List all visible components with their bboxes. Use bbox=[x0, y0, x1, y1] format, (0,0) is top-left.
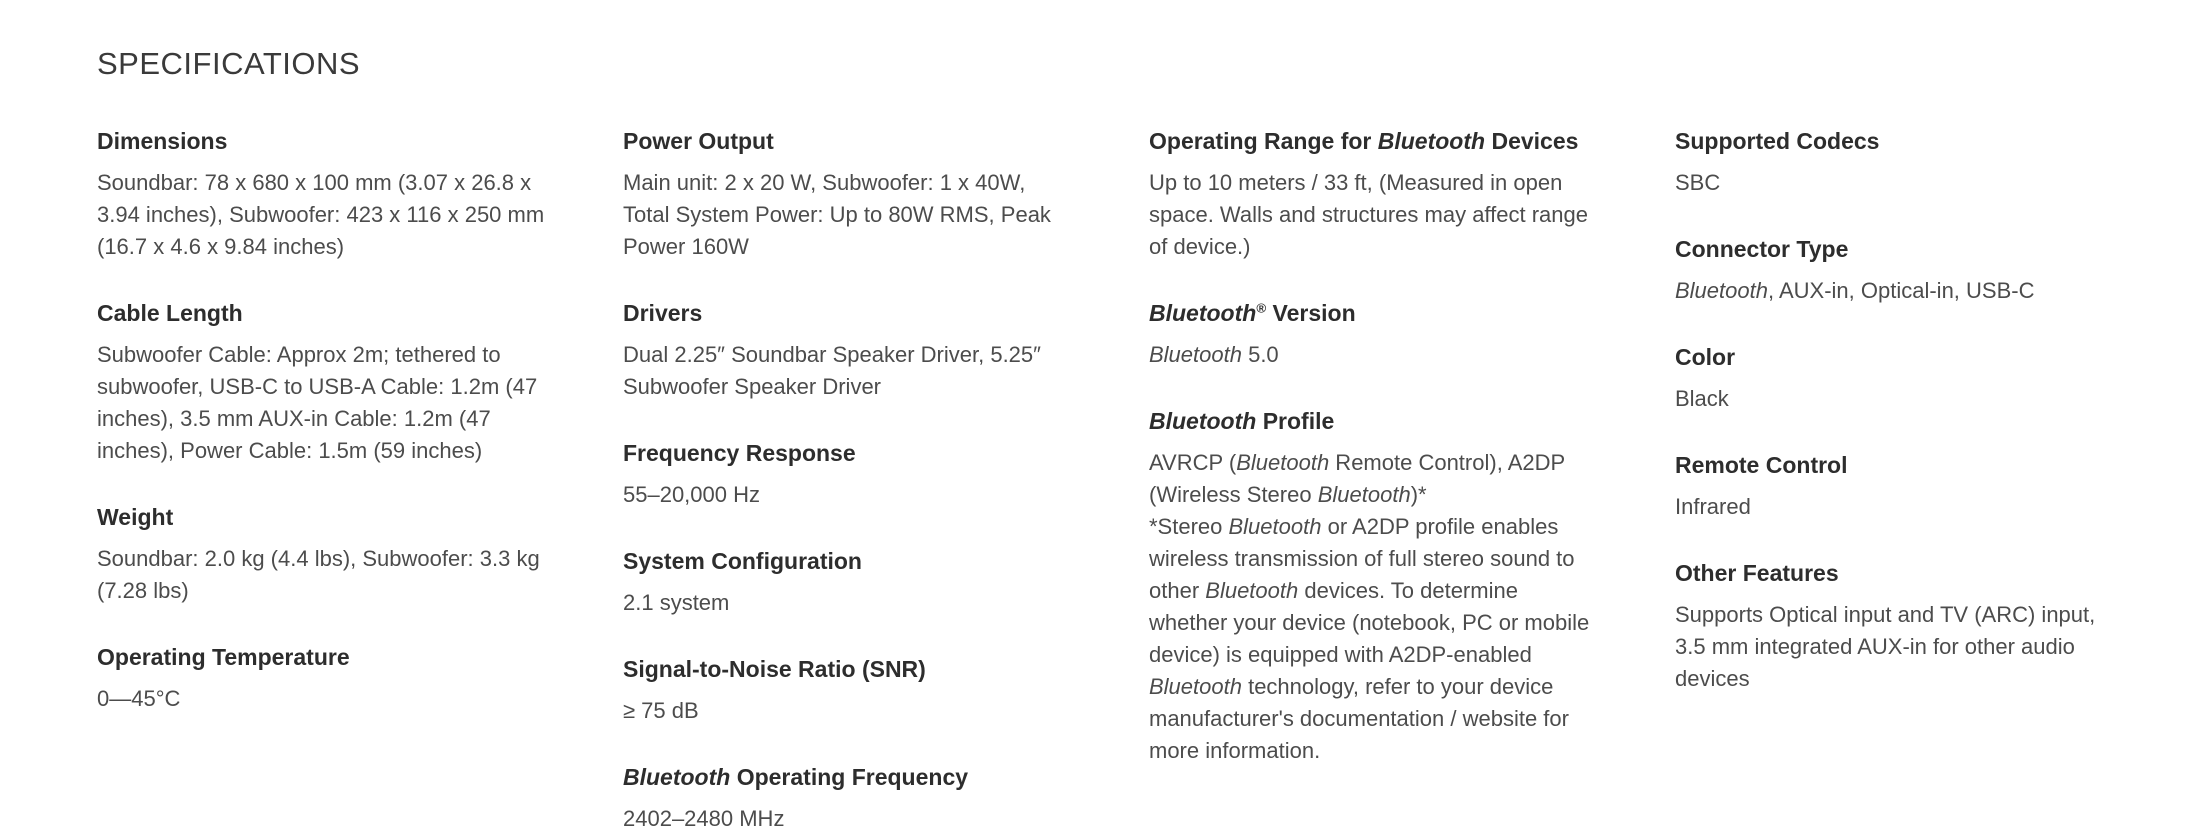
spec-item bbox=[97, 502, 549, 607]
spec-value: Up to 10 meters / 33 ft, (Measured in open space. Walls and structures may affect range of device.) bbox=[1149, 170, 1588, 259]
spec-label: Connector Type bbox=[1675, 236, 1849, 262]
spec-value: Bluetooth, AUX-in, Optical-in, USB-C bbox=[1675, 278, 2035, 303]
spec-label: Frequency Response bbox=[623, 440, 856, 466]
spec-item bbox=[1149, 126, 1601, 263]
spec-item bbox=[1675, 558, 2127, 695]
spec-item bbox=[1675, 450, 2127, 523]
spec-item bbox=[623, 438, 1075, 511]
spec-value: Main unit: 2 x 20 W, Subwoofer: 1 x 40W, Total System Power: Up to 80W RMS, Peak Power 160W bbox=[623, 170, 1051, 259]
spec-column-4 bbox=[1675, 126, 2127, 695]
spec-item bbox=[623, 654, 1075, 727]
spec-value: AVRCP (Bluetooth Remote Control), A2DP (Wireless Stereo Bluetooth)* *Stereo Bluetooth or A2DP profile enables wireless transmission of full stereo sound to other Bluetooth devices. To determine whether your device (notebook, PC or mobile device) is equipped with A2DP-enabled Bluetooth technology, refer to your device manufacturer's documentation / website for more information. bbox=[1149, 450, 1590, 763]
spec-item bbox=[1149, 406, 1601, 767]
spec-item bbox=[623, 298, 1075, 403]
spec-item bbox=[623, 762, 1075, 835]
spec-label: Bluetooth® Version bbox=[1149, 300, 1356, 326]
spec-column-3 bbox=[1149, 126, 1601, 767]
spec-label: Drivers bbox=[623, 300, 703, 326]
spec-label: Operating Range for Bluetooth Devices bbox=[1149, 128, 1579, 154]
spec-value: Soundbar: 2.0 kg (4.4 lbs), Subwoofer: 3.3 kg (7.28 lbs) bbox=[97, 546, 540, 603]
spec-label: System Configuration bbox=[623, 548, 862, 574]
spec-label: Remote Control bbox=[1675, 452, 1848, 478]
spec-label: Bluetooth Operating Frequency bbox=[623, 764, 969, 790]
spec-item bbox=[1675, 126, 2127, 199]
spec-column-2 bbox=[623, 126, 1075, 835]
page-title: SPECIFICATIONS bbox=[97, 46, 361, 81]
spec-column-1 bbox=[97, 126, 549, 715]
spec-value: Supports Optical input and TV (ARC) input, 3.5 mm integrated AUX-in for other audio devices bbox=[1675, 602, 2096, 691]
spec-label: Weight bbox=[97, 504, 174, 530]
spec-value: SBC bbox=[1675, 170, 1721, 195]
spec-label: Signal-to-Noise Ratio (SNR) bbox=[623, 656, 926, 682]
spec-label: Operating Temperature bbox=[97, 644, 350, 670]
spec-label: Power Output bbox=[623, 128, 774, 154]
spec-value: Black bbox=[1675, 386, 1729, 411]
spec-label: Bluetooth Profile bbox=[1149, 408, 1335, 434]
spec-item bbox=[97, 642, 549, 715]
spec-label: Other Features bbox=[1675, 560, 1839, 586]
spec-value: Subwoofer Cable: Approx 2m; tethered to subwoofer, USB-C to USB-A Cable: 1.2m (47 inches), 3.5 mm AUX-in Cable: 1.2m (47 inches), Power Cable: 1.5m (59 inches) bbox=[97, 342, 538, 463]
spec-value: Infrared bbox=[1675, 494, 1751, 519]
spec-item bbox=[97, 126, 549, 263]
spec-label: Cable Length bbox=[97, 300, 243, 326]
spec-item bbox=[1149, 298, 1601, 371]
spec-item bbox=[623, 546, 1075, 619]
spec-value: Soundbar: 78 x 680 x 100 mm (3.07 x 26.8 x 3.94 inches), Subwoofer: 423 x 116 x 250 mm (16.7 x 4.6 x 9.84 inches) bbox=[97, 170, 545, 259]
spec-value: 0—45°C bbox=[97, 686, 181, 711]
spec-label: Supported Codecs bbox=[1675, 128, 1880, 154]
spec-value: 2402–2480 MHz bbox=[623, 806, 785, 831]
spec-item bbox=[97, 298, 549, 467]
spec-label: Color bbox=[1675, 344, 1736, 370]
spec-value: Dual 2.25″ Soundbar Speaker Driver, 5.25″ Subwoofer Speaker Driver bbox=[623, 342, 1041, 399]
spec-item bbox=[623, 126, 1075, 263]
spec-value: Bluetooth 5.0 bbox=[1149, 342, 1279, 367]
spec-grid bbox=[97, 126, 2130, 835]
spec-value: 2.1 system bbox=[623, 590, 730, 615]
spec-value: ≥ 75 dB bbox=[623, 698, 699, 723]
spec-value: 55–20,000 Hz bbox=[623, 482, 760, 507]
spec-item bbox=[1675, 342, 2127, 415]
spec-label: Dimensions bbox=[97, 128, 228, 154]
spec-item bbox=[1675, 234, 2127, 307]
